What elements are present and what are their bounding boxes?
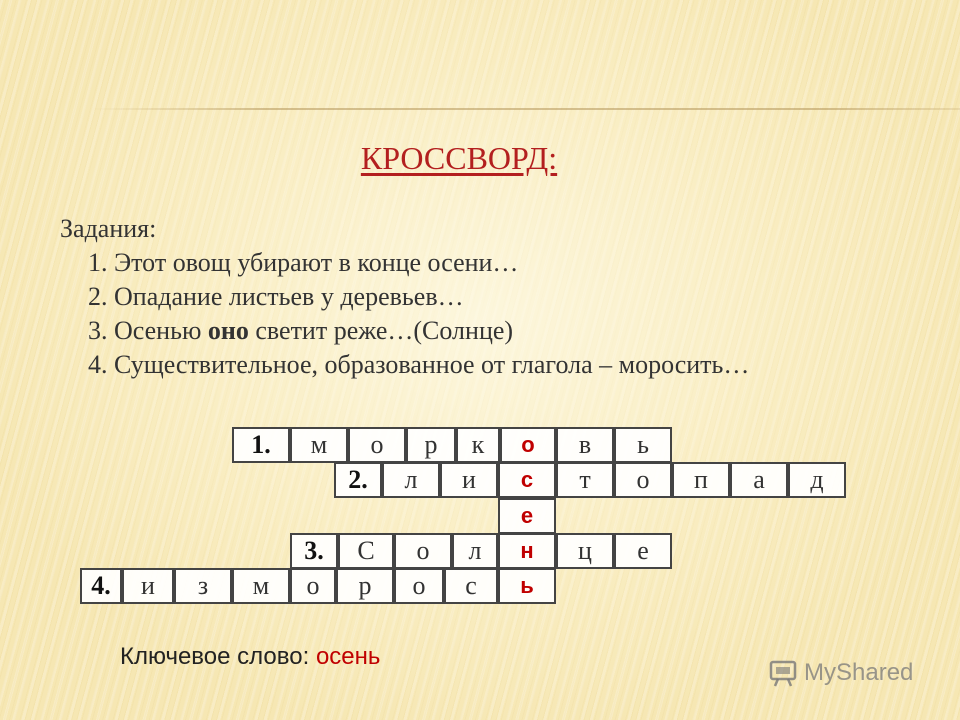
crossword-cell: л xyxy=(452,533,498,569)
crossword-cell: м xyxy=(232,568,290,604)
crossword-cell: к xyxy=(456,427,500,463)
crossword-row-number: 3. xyxy=(290,533,338,569)
crossword-cell: а xyxy=(730,462,788,498)
task-number: 1. xyxy=(88,248,108,277)
task-text: Существительное, образованное от глагола – моросить… xyxy=(114,350,750,379)
task-text: Опадание листьев у деревьев… xyxy=(114,282,464,311)
crossword-cell: и xyxy=(440,462,498,498)
crossword-cell: е xyxy=(614,533,672,569)
task-number: 2. xyxy=(88,282,108,311)
task-text-emphasis: оно xyxy=(207,316,249,345)
slide-title: КРОССВОРД: xyxy=(360,140,558,176)
task-number: 3. xyxy=(88,316,108,345)
keyword-value: осень xyxy=(315,643,381,670)
crossword-key-cell: ь xyxy=(498,568,556,604)
crossword-cell: о xyxy=(614,462,672,498)
task-number: 4. xyxy=(88,350,108,379)
crossword-cell: в xyxy=(556,427,614,463)
crossword-cell: з xyxy=(174,568,232,604)
presentation-screen-icon xyxy=(768,658,798,688)
crossword-row-number: 1. xyxy=(232,427,290,463)
crossword-cell: д xyxy=(788,462,846,498)
crossword-cell: о xyxy=(290,568,336,604)
crossword-cell: л xyxy=(382,462,440,498)
crossword-cell: и xyxy=(122,568,174,604)
crossword-cell: р xyxy=(406,427,456,463)
crossword-cell: п xyxy=(672,462,730,498)
crossword-cell: т xyxy=(556,462,614,498)
crossword-row-number: 2. xyxy=(334,462,382,498)
task-text: Этот овощ убирают в конце осени… xyxy=(114,248,519,277)
crossword-cell: о xyxy=(394,568,444,604)
crossword-cell: ц xyxy=(556,533,614,569)
crossword-cell: С xyxy=(338,533,394,569)
crossword-key-cell: о xyxy=(500,427,556,463)
crossword-key-cell: е xyxy=(498,498,556,534)
task-text: Осенью xyxy=(114,316,208,345)
watermark xyxy=(768,658,913,688)
crossword-cell: ь xyxy=(614,427,672,463)
crossword-cell: р xyxy=(336,568,394,604)
tasks-heading: Задания: xyxy=(60,214,157,243)
keyword-line xyxy=(120,643,380,671)
crossword-cell: м xyxy=(290,427,348,463)
task-text: светит реже…(Солнце) xyxy=(248,316,514,345)
crossword-key-cell: н xyxy=(498,533,556,569)
crossword-key-cell: с xyxy=(498,462,556,498)
crossword-cell: о xyxy=(348,427,406,463)
crossword-cell: о xyxy=(394,533,452,569)
crossword-row-number: 4. xyxy=(80,568,122,604)
keyword-label: Ключевое слово: xyxy=(120,643,310,670)
watermark-text: MyShared xyxy=(804,659,914,686)
crossword-cell: с xyxy=(444,568,498,604)
